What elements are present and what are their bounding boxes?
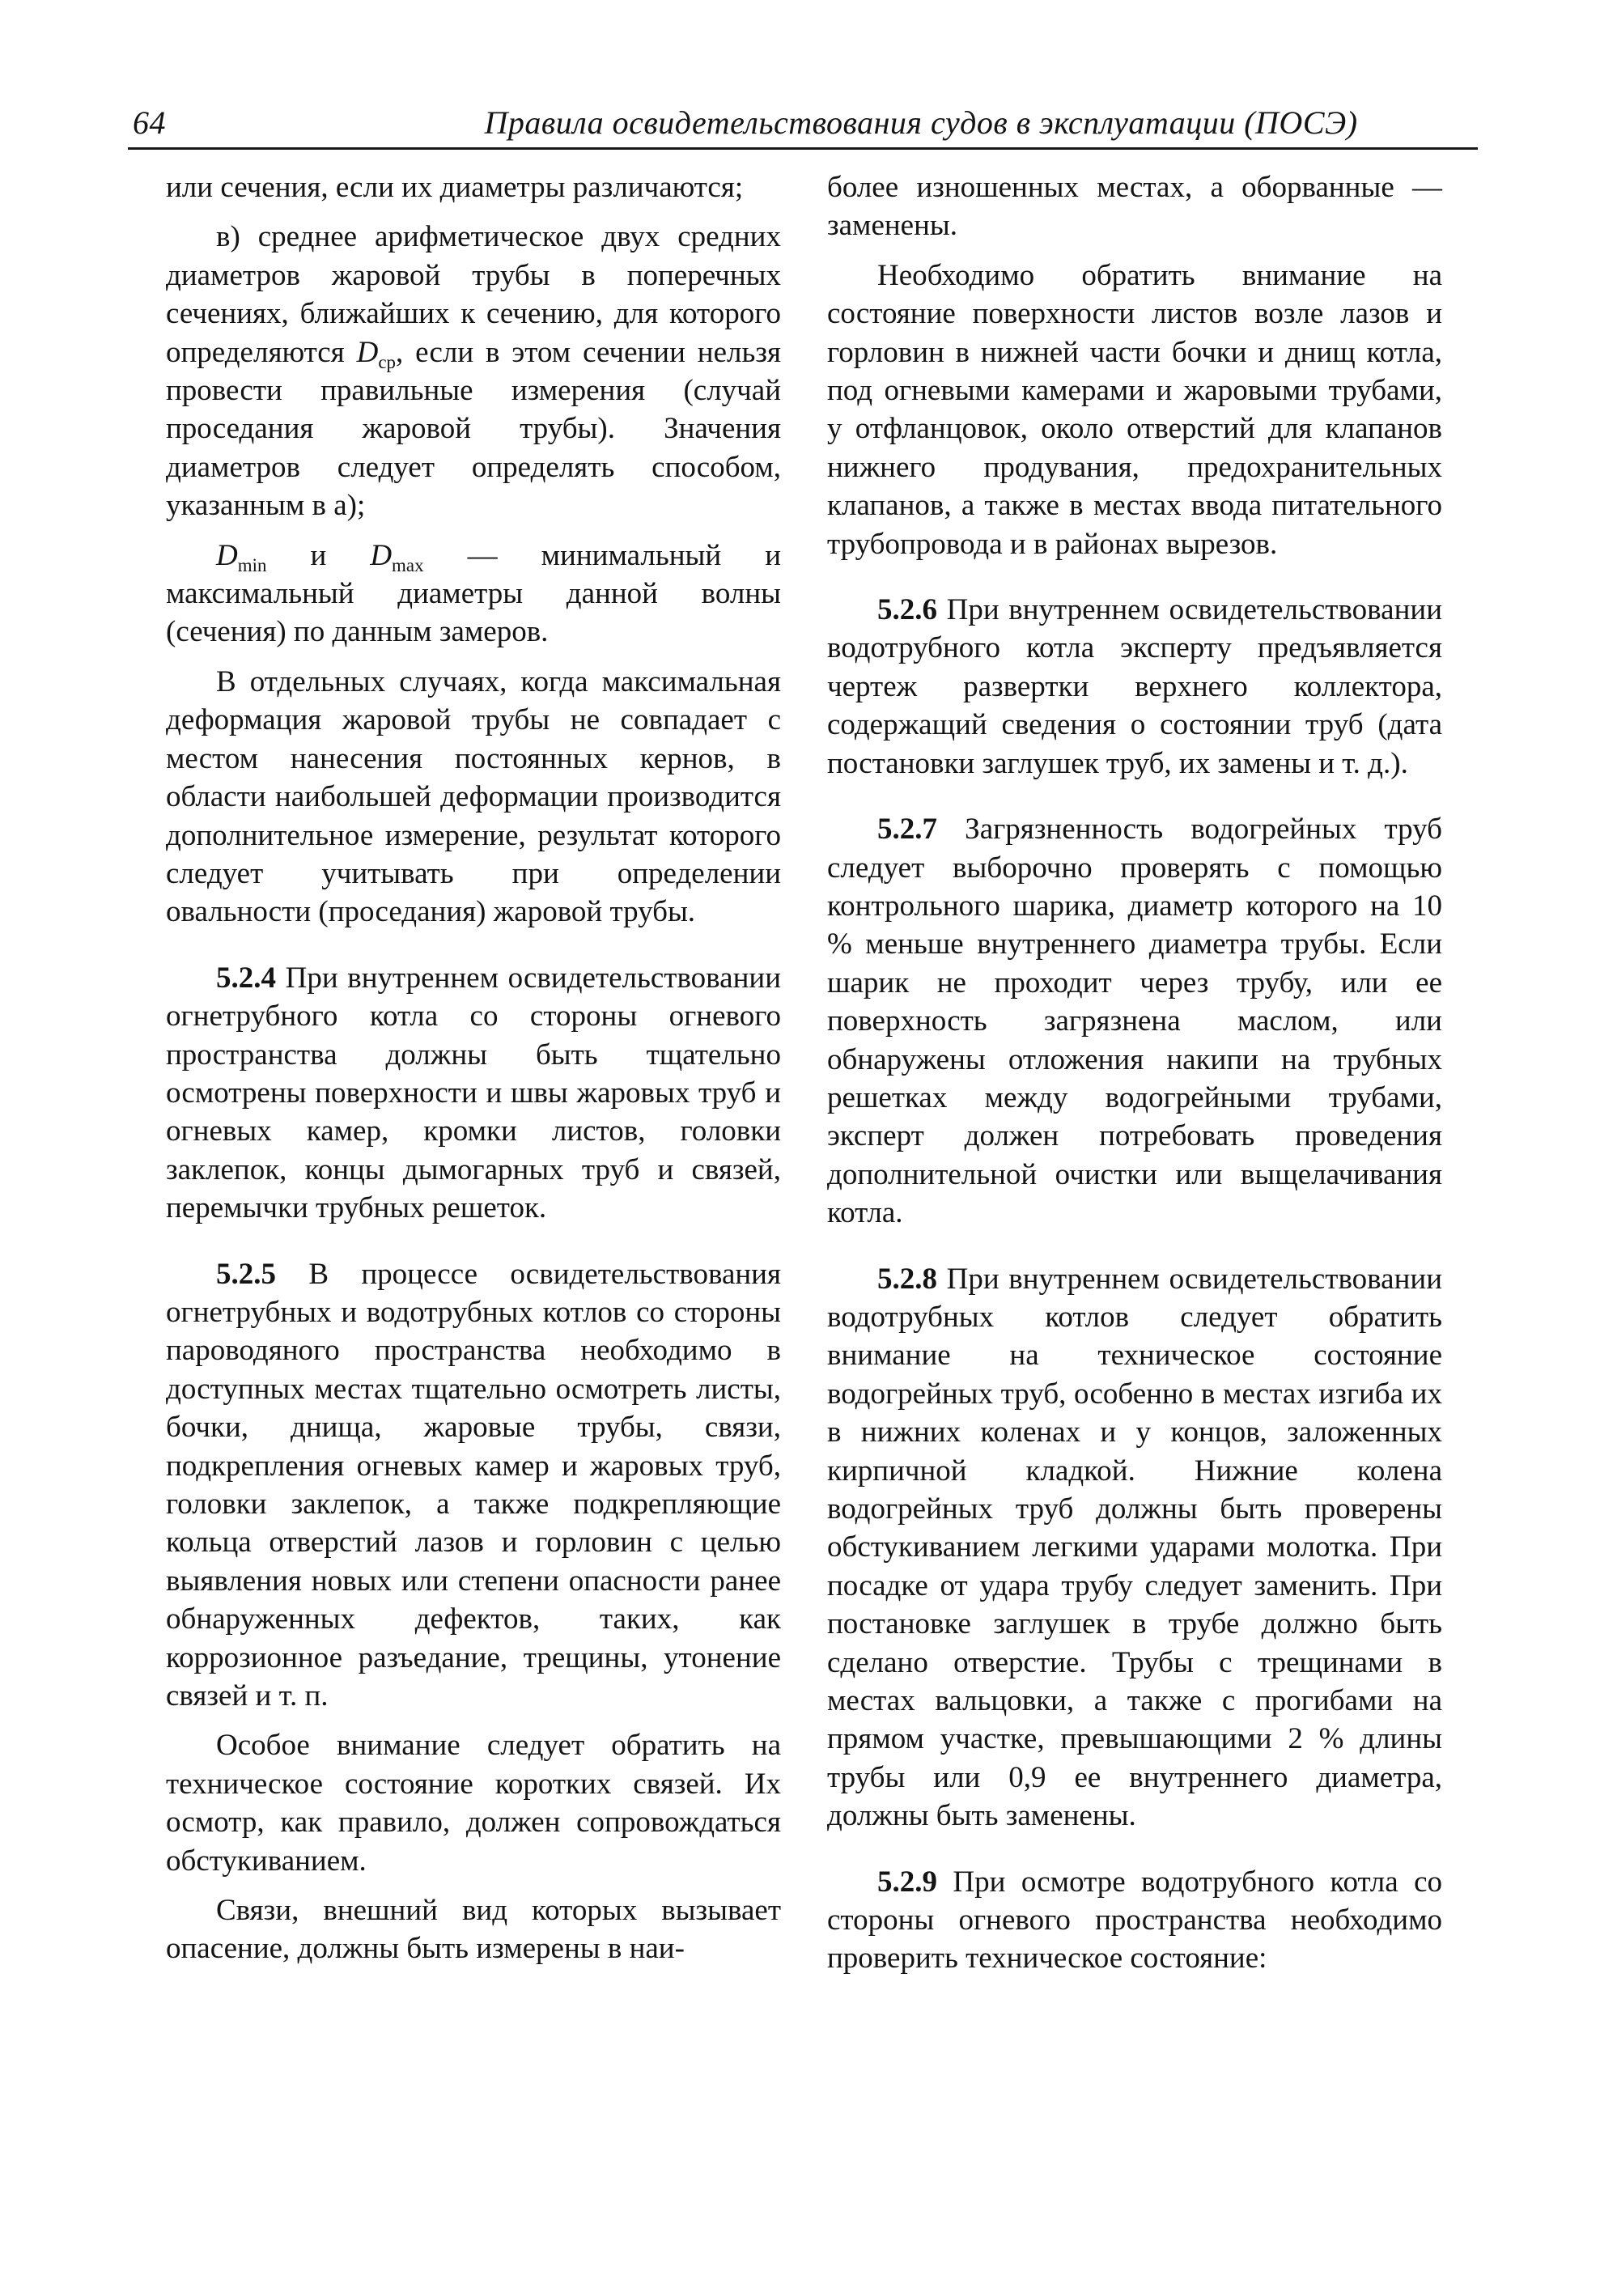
section-5-2-7: 5.2.7 Загрязненность водогрейных труб следует выборочно проверять с помощью контрольного шарика, диаметр которого на 10 % меньше внутреннего диаметра трубы. Если шарик не проходит через трубу, или ее поверхность загрязнена маслом, или обнаружены отложения накипи на трубных решетках между водогрейными трубами, эксперт должен потребовать проведения дополнительной очистки или выщелачивания котла. (827, 813, 1442, 1230)
right-column (827, 168, 1442, 1978)
paragraph-dmin-dmax: $D_{min}$ и $D_{max}$ — минимальный и максимальный диаметры данной волны (сечения) по данным замеров. (166, 538, 781, 649)
paragraph: или сечения, если их диаметры различаются; (166, 171, 744, 204)
symbol-d: D (356, 335, 379, 369)
section-5-2-9: 5.2.9 При осмотре водотрубного котла со стороны огневого пространства необходимо проверить техническое состояние: (827, 1865, 1442, 1976)
paragraph: Связи, внешний вид которых вызывает опасение, должны быть измерены в наи- (166, 1894, 781, 1966)
running-title: Правила освидетельствования судов в эксплуатации (ПОСЭ) (484, 104, 1358, 141)
section-number: 5.2.9 (877, 1865, 937, 1899)
section-number: 5.2.6 (877, 593, 937, 627)
paragraph: более изношенных местах, а оборванные — заменены. (827, 171, 1442, 243)
section-5-2-5: 5.2.5 В процессе освидетельствования огнетрубных и водотрубных котлов со стороны пароводяного пространства необходимо в доступных местах тщательно осмотреть листы, бочки, днища, жаровые трубы, связи, подкрепления огневых камер и жаровых труб, головки заклепок, а также подкрепляющие кольца отверстий лазов и горловин с целью выявления новых или степени опасности ранее обнаруженных дефектов, таких, как коррозионное разъедание, трещины, утонение связей и т. п. (166, 1257, 781, 1713)
paragraph: В отдельных случаях, когда максимальная деформация жаровой трубы не совпадает с местом нанесения постоянных кернов, в области наибольшей деформации производится дополнительное измерение, результат которого следует учитывать при определении овальности (проседания) жаровой трубы. (166, 664, 781, 929)
running-header (128, 97, 1478, 150)
paragraph: Необходимо обратить внимание на состояние поверхности листов возле лазов и горловин в нижней части бочки и днищ котла, под огневыми камерами и жаровыми трубами, у отфланцовок, около отверстий для клапанов нижнего продувания, предохранительных клапанов, а также в местах ввода питательного трубопровода и в районах вырезов. (827, 258, 1442, 561)
section-number: 5.2.4 (216, 961, 276, 995)
left-column (166, 168, 781, 1968)
paragraph: Особое внимание следует обратить на техническое состояние коротких связей. Их осмотр, как правило, должен сопровождаться обстукиванием. (166, 1729, 781, 1878)
page-number: 64 (133, 104, 166, 141)
symbol-subscript: ср (378, 351, 396, 372)
section-5-2-4: 5.2.4 При внутреннем освидетельствовании огнетрубного котла со стороны огневого пространства должны быть тщательно осмотрены поверхности и швы жаровых труб и огневых камер, кромки листов, головки заклепок, концы дымогарных труб и связей, перемычки трубных решеток. (166, 961, 781, 1225)
paragraph-item-v: в) среднее арифметическое двух средних диаметров жаровой трубы в поперечных сечениях, ближайших к сечению, для которого определяются $D_{ср}$, если в этом сечении нельзя провести правильные измерения (случай проседания жаровой трубы). Значения диаметров следует определять способом, указанным в а); (166, 220, 782, 523)
section-5-2-6: 5.2.6 При внутреннем освидетельствовании водотрубного котла эксперту предъявляется чертеж развертки верхнего коллектора, содержащий сведения о состоянии труб (дата постановки заглушек труб, их замены и т. д.). (827, 593, 1442, 780)
section-number: 5.2.5 (216, 1257, 276, 1291)
section-number: 5.2.8 (877, 1262, 937, 1296)
section-number: 5.2.7 (877, 813, 937, 847)
section-5-2-8: 5.2.8 При внутреннем освидетельствовании водотрубных котлов следует обратить внимание на техническое состояние водогрейных труб, особенно в местах изгиба их в нижних коленах и у концов, заложенных кирпичной кладкой. Нижние колена водогрейных труб должны быть проверены обстукиванием легкими ударами молотка. При посадке от удара трубу следует заменить. При постановке заглушек в трубе должно быть сделано отверстие. Трубы с трещинами в местах вальцовки, а также с прогибами на прямом участке, превышающими 2 % длины трубы или 0,9 ее внутреннего диаметра, должны быть заменены. (827, 1262, 1442, 1833)
